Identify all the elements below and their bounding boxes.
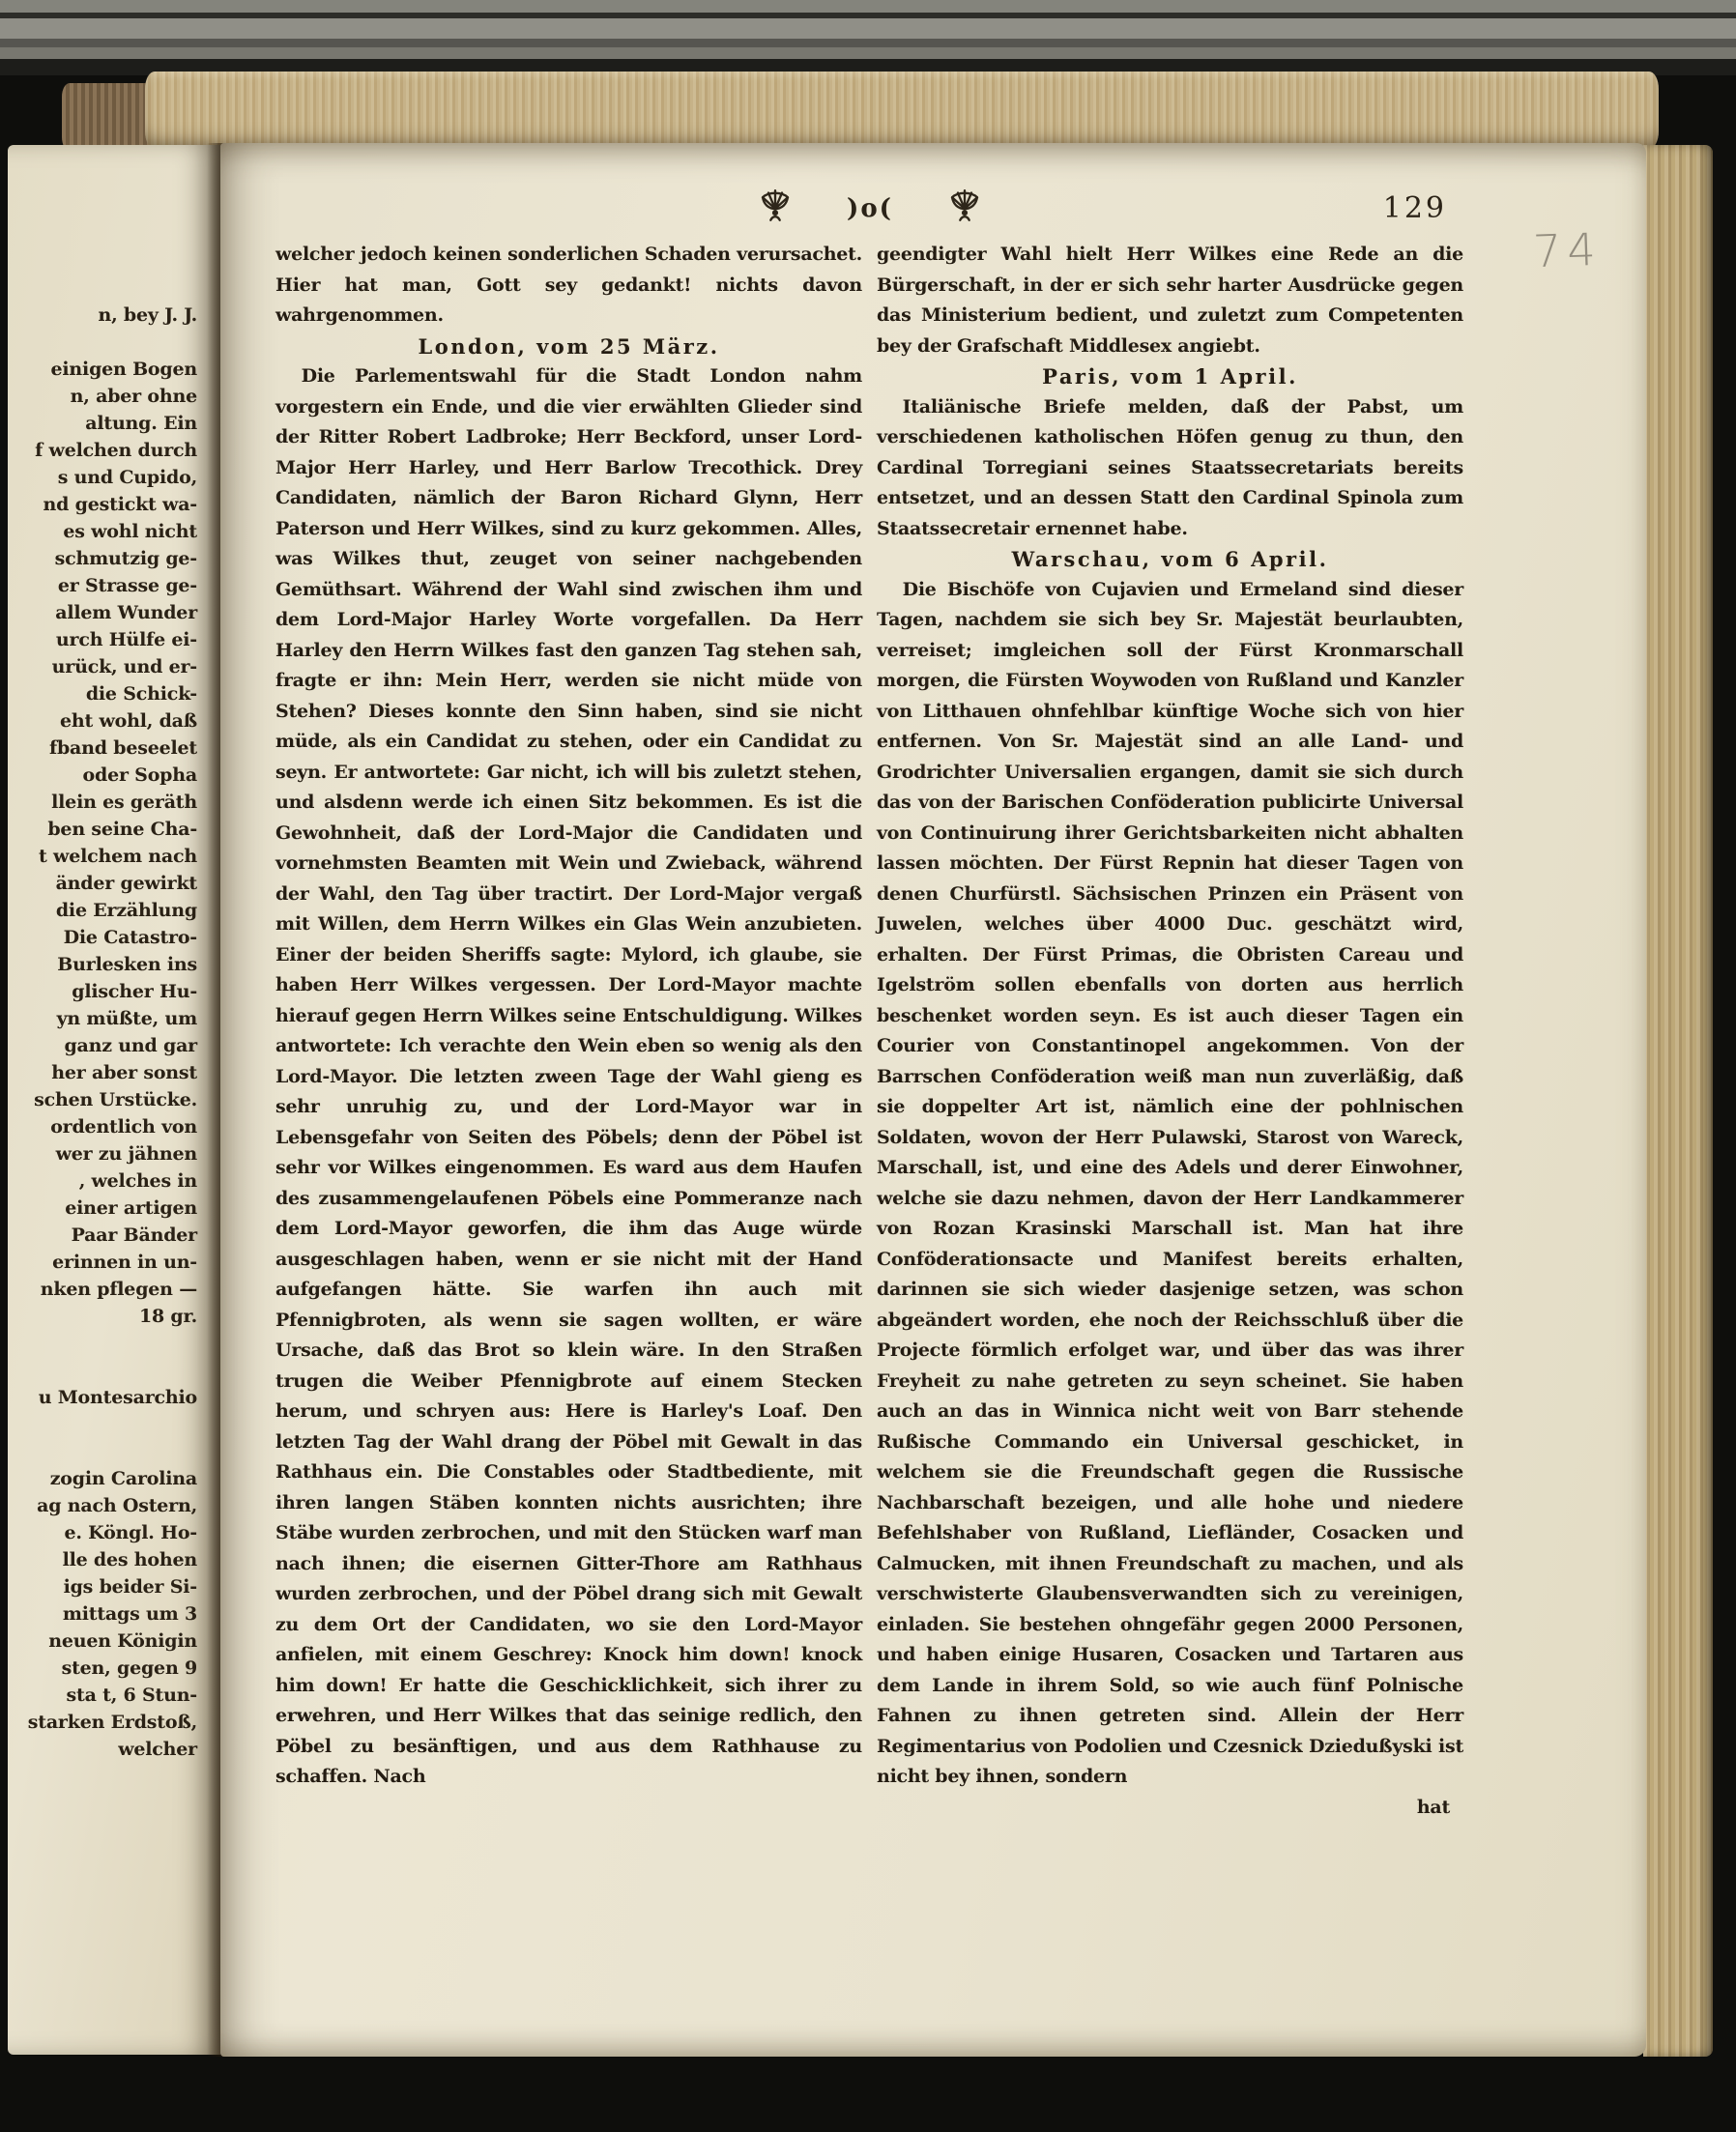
article-body-london: Die Parlementswahl für die Stadt London nahm vorgestern ein Ende, und die vier erwählten Glieder sind der Ritter Robert Ladbroke; Herr Beckford, unser Lord-Major Herr Harley, und Herr Barlow Trecothick. Drey Candidaten, nämlich der Baron Richard Glynn, Herr Paterson und Herr Wilkes, sind zu kurz gekommen. Alles, was Wilkes thut, zeuget von seiner nachgebenden Gemüthsart. Während der Wahl sind zwischen ihm und dem Lord-Major Harley Worte vorgefallen. Da Herr Harley den Herrn Wilkes fast den ganzen Tag stehen sah, fragte er ihn: Mein Herr, werden sie nicht müde von Stehen? Dieses konnte den Sinn haben, sind sie nicht müde, als ein Candidat zu stehen, oder ein Candidat zu seyn. Er antwortete: Gar nicht, ich will bis zuletzt stehen, und alsdenn werde ich einen Sitz bekommen. Es ist die Gewohnheit, daß der Lord-Major die Candidaten und vornehmsten Beamten mit Wein und Zwieback, während der Wahl, den Tag über tractirt. Der Lord-Major vergaß mit Willen, dem Herrn Wilkes ein Glas Wein anzubieten. Einer der beiden Sheriffs sagte: Mylord, ich glaube, sie haben Herr Wilkes vergessen. Der Lord-Mayor machte hierauf gegen Herrn Wilkes seine Entschuldigung. Wilkes antwortete: Ich verachte den Wein eben so wenig als den Lord-Mayor. Die letzten zween Tage der Wahl gieng es sehr unruhig zu, und der Lord-Mayor war in Lebensgefahr von Seiten des Pöbels; denn der Pöbel ist sehr vor Wilkes eingenommen. Es ward aus dem Haufen des zusammengelaufenen Pöbels eine Pommeranze nach dem Lord-Mayor geworfen, die ihm das Auge würde ausgeschlagen haben, wenn er sie nicht mit der Hand aufgefangen hätte. Sie warfen ihn auch mit Pfennigbroten, als wenn sie sagen wollten, er wäre Ursache, daß das Brot so klein wäre. In den Straßen trugen die Weiber Pfennigbrote auf einem Stecken herum, und schryen aus: Here is Harley's Loaf. Den letzten Tag der Wahl drang der Pöbel mit Gewalt in das Rathhaus ein. Die Constables oder Stadtbediente, mit ihren langen Stäben konnten nichts ausrichten; ihre Stäbe wurden zerbrochen, und mit den Stücken warf man nach ihnen; die eisernen Gitter-Thore am Rathhaus wurden zerbrochen, und der Pöbel drang sich mit Gewalt zu dem Ort der Candidaten, wo sie den Lord-Mayor anfielen, mit einem Geschrey: Knock him down! knock him down! Er hatte die Geschicklichkeit, sich ihrer zu erwehren, und Herr Wilkes that das seinige redlich, den Pöbel zu besänftigen, und aus dem Rathhause zu schaffen. Nach xyxy=(275,365,862,1787)
paragraph-continuation-left: welcher jedoch keinen sonderlichen Schaden verursachet. Hier hat man, Gott sey gedankt! nichts davon wahrgenommen. xyxy=(275,244,862,326)
facing-page-line xyxy=(8,1411,197,1438)
facing-page-line: schmutzig ge- xyxy=(54,548,197,569)
facing-page-line: llein es geräth xyxy=(51,792,197,813)
heading-warschau: Warschau, vom 6 April. xyxy=(1011,547,1329,571)
facing-page-line: schen Urstücke. xyxy=(34,1089,197,1110)
facing-page-line xyxy=(8,329,197,356)
facing-page-line: 18 gr. xyxy=(138,1306,197,1327)
header-ornament-row xyxy=(275,189,1464,228)
facing-page-line: Die Catastro- xyxy=(63,927,197,948)
facing-page-line: ag nach Ostern, xyxy=(37,1495,197,1516)
facing-page-line: eht wohl, daß xyxy=(59,710,197,732)
column-left xyxy=(275,240,862,1823)
shell-ornament-icon xyxy=(947,189,982,228)
facing-page-line xyxy=(8,1330,197,1357)
facing-page-line: e. Köngl. Ho- xyxy=(64,1522,197,1543)
page-number: 129 xyxy=(1382,191,1447,225)
facing-page-line: welcher xyxy=(118,1739,197,1760)
facing-page-line: n, aber ohne xyxy=(70,386,197,407)
column-right xyxy=(877,240,1463,1823)
facing-page-line: lle des hohen xyxy=(62,1549,197,1570)
handwritten-folio-number: 74 xyxy=(1532,222,1603,278)
facing-page-line: urück, und er- xyxy=(51,656,197,677)
facing-page-line: Paar Bänder xyxy=(71,1224,197,1246)
facing-page-line: einigen Bogen xyxy=(50,359,197,380)
facing-page-line: n, bey J. J. xyxy=(98,304,197,326)
facing-page-line: allem Wunder xyxy=(55,602,197,623)
page-block-fore-edge xyxy=(1643,145,1713,2057)
shell-ornament-icon xyxy=(758,189,793,228)
facing-page-strip xyxy=(8,145,220,2055)
text-columns xyxy=(275,240,1464,1823)
facing-page-line: s und Cupido, xyxy=(57,467,197,488)
facing-page-line: zogin Carolina xyxy=(49,1468,197,1489)
page-block-top-edge xyxy=(145,72,1659,149)
facing-page-line: ordentlich von xyxy=(50,1116,197,1138)
facing-page-line: altung. Ein xyxy=(85,413,197,434)
facing-page-line: wer zu jähnen xyxy=(55,1143,197,1165)
facing-page-line: urch Hülfe ei- xyxy=(55,629,197,650)
facing-page-line: starken Erdstoß, xyxy=(27,1712,197,1733)
facing-page-line: , welches in xyxy=(78,1170,197,1192)
facing-page-line: yn müßte, um xyxy=(56,1008,197,1029)
facing-page-line: er Strasse ge- xyxy=(57,575,197,596)
facing-page-text xyxy=(8,302,197,1763)
article-body-warschau: Die Bischöfe von Cujavien und Ermeland sind dieser Tagen, nachdem sie sich bey Sr. Majestät beurlaubten, verreiset; imgleichen soll der Fürst Kronmarschall morgen, die Fürsten Woywoden von Rußland und Kanzler von Litthauen ohnfehlbar künftige Woche sich von hier entfernen. Von Sr. Majestät sind an alle Land- und Grodrichter Universalien ergangen, damit sie sich durch das von der Barischen Conföderation publicirte Universal von Continuirung ihrer Gerichtsbarkeiten nicht abhalten lassen möchten. Der Fürst Repnin hat dieser Tagen von denen Churfürstl. Sächsischen Prinzen ein Präsent von Juwelen, welches über 4000 Duc. geschätzt wird, erhalten. Der Fürst Primas, die Obristen Careau und Igelström sollen ebenfalls von dorten aus herrlich beschenket worden seyn. Es ist auch dieser Tagen ein Courier von Constantinopel angekommen. Von der Barrschen Conföderation weiß man nun zuverläßig, daß sie doppelter Art ist, nämlich eine der pohlnischen Soldaten, wovon der Herr Pulawski, Starost von Wareck, Marschall, ist, und eine des Adels und derer Einwohner, welche sie dazu nehmen, davon der Herr Landkammerer von Rozan Krasinski Marschall ist. Man hat ihre Conföderationsacte und Manifest bereits erhalten, darinnen sie sich wieder dasjenige setzen, was schon abgeändert worden, ehe noch der Reichsschluß über die Projecte förmlich erfolget war, und über das was ihrer Freyheit zu nahe getreten zu seyn scheinet. Sie haben auch an das in Winnica nicht weit von Barr stehende Rußische Commando ein Universal geschicket, in welchem sie die Freundschaft gegen die Russische Nachbarschaft bezeigen, und alle hohe und niedere Befehlshaber von Rußland, Liefländer, Cosacken und Calmucken, mit ihnen Freundschaft zu machen, und als verschwisterte Glaubensverwandten sich zu vereinigen, einladen. Sie bestehen ohngefähr gegen 2000 Personen, und haben einige Husaren, Cosacken und Tartaren aus dem Lande in ihrem Sold, so wie auch fünf Polnische Fahnen zu ihnen getreten sind. Allein der Herr Regimentarius von Podolien und Czesnick Dziedußyski ist nicht bey ihnen, sondern xyxy=(877,578,1463,1787)
facing-page-line: nken pflegen — xyxy=(40,1279,197,1300)
facing-page-line: her aber sonst xyxy=(51,1062,197,1083)
facing-page-line: oder Sopha xyxy=(82,764,197,786)
facing-page-line: ben seine Cha- xyxy=(47,819,197,840)
catchword: hat xyxy=(1416,1796,1450,1818)
stacked-books-top xyxy=(0,0,1736,75)
facing-page-line: igs beider Si- xyxy=(63,1576,197,1598)
heading-paris: Paris, vom 1 April. xyxy=(1042,364,1298,389)
page-header xyxy=(275,189,1464,247)
facing-page-line: es wohl nicht xyxy=(63,521,197,542)
main-page xyxy=(220,143,1646,2057)
facing-page-line: Burlesken ins xyxy=(57,954,197,975)
facing-page-line: ganz und gar xyxy=(64,1035,197,1056)
facing-page-line: die Schick- xyxy=(85,683,197,705)
facing-page-line: einer artigen xyxy=(65,1197,197,1219)
facing-page-line: glischer Hu- xyxy=(72,981,197,1002)
facing-page-line: t welchem nach xyxy=(39,846,197,867)
facing-page-line: die Erzählung xyxy=(55,900,197,921)
facing-page-line: nd gestickt wa- xyxy=(43,494,197,515)
facing-page-line: änder gewirkt xyxy=(55,873,197,894)
facing-page-line: sta t, 6 Stun- xyxy=(66,1685,197,1706)
facing-page-line xyxy=(8,1357,197,1384)
paragraph-continuation-right: geendigter Wahl hielt Herr Wilkes eine Rede an die Bürgerschaft, in der er sich sehr harter Ausdrücke gegen das Ministerium bedient, und zuletzt zum Competenten bey der Grafschaft Middlesex angiebt. xyxy=(877,244,1463,357)
facing-page-line: fband beseelet xyxy=(48,737,197,759)
facing-page-line: mittags um 3 xyxy=(62,1603,197,1625)
heading-london: London, vom 25 März. xyxy=(418,333,720,359)
facing-page-line: erinnen in un- xyxy=(52,1252,197,1273)
facing-page-line: f welchen durch xyxy=(35,440,197,461)
facing-page-line xyxy=(8,1438,197,1465)
facing-page-line: sten, gegen 9 xyxy=(61,1657,197,1679)
article-body-paris: Italiänische Briefe melden, daß der Pabst, um verschiedenen katholischen Höfen genug zu thun, den Cardinal Torregiani seines Staatssecretariats bereits entsetzet, und an dessen Statt den Cardinal Spinola zum Staatssecretair ernennet habe. xyxy=(877,395,1463,539)
facing-page-line: u Montesarchio xyxy=(38,1387,197,1408)
facing-page-line: neuen Königin xyxy=(48,1630,197,1652)
section-mark: )o( xyxy=(847,194,893,223)
